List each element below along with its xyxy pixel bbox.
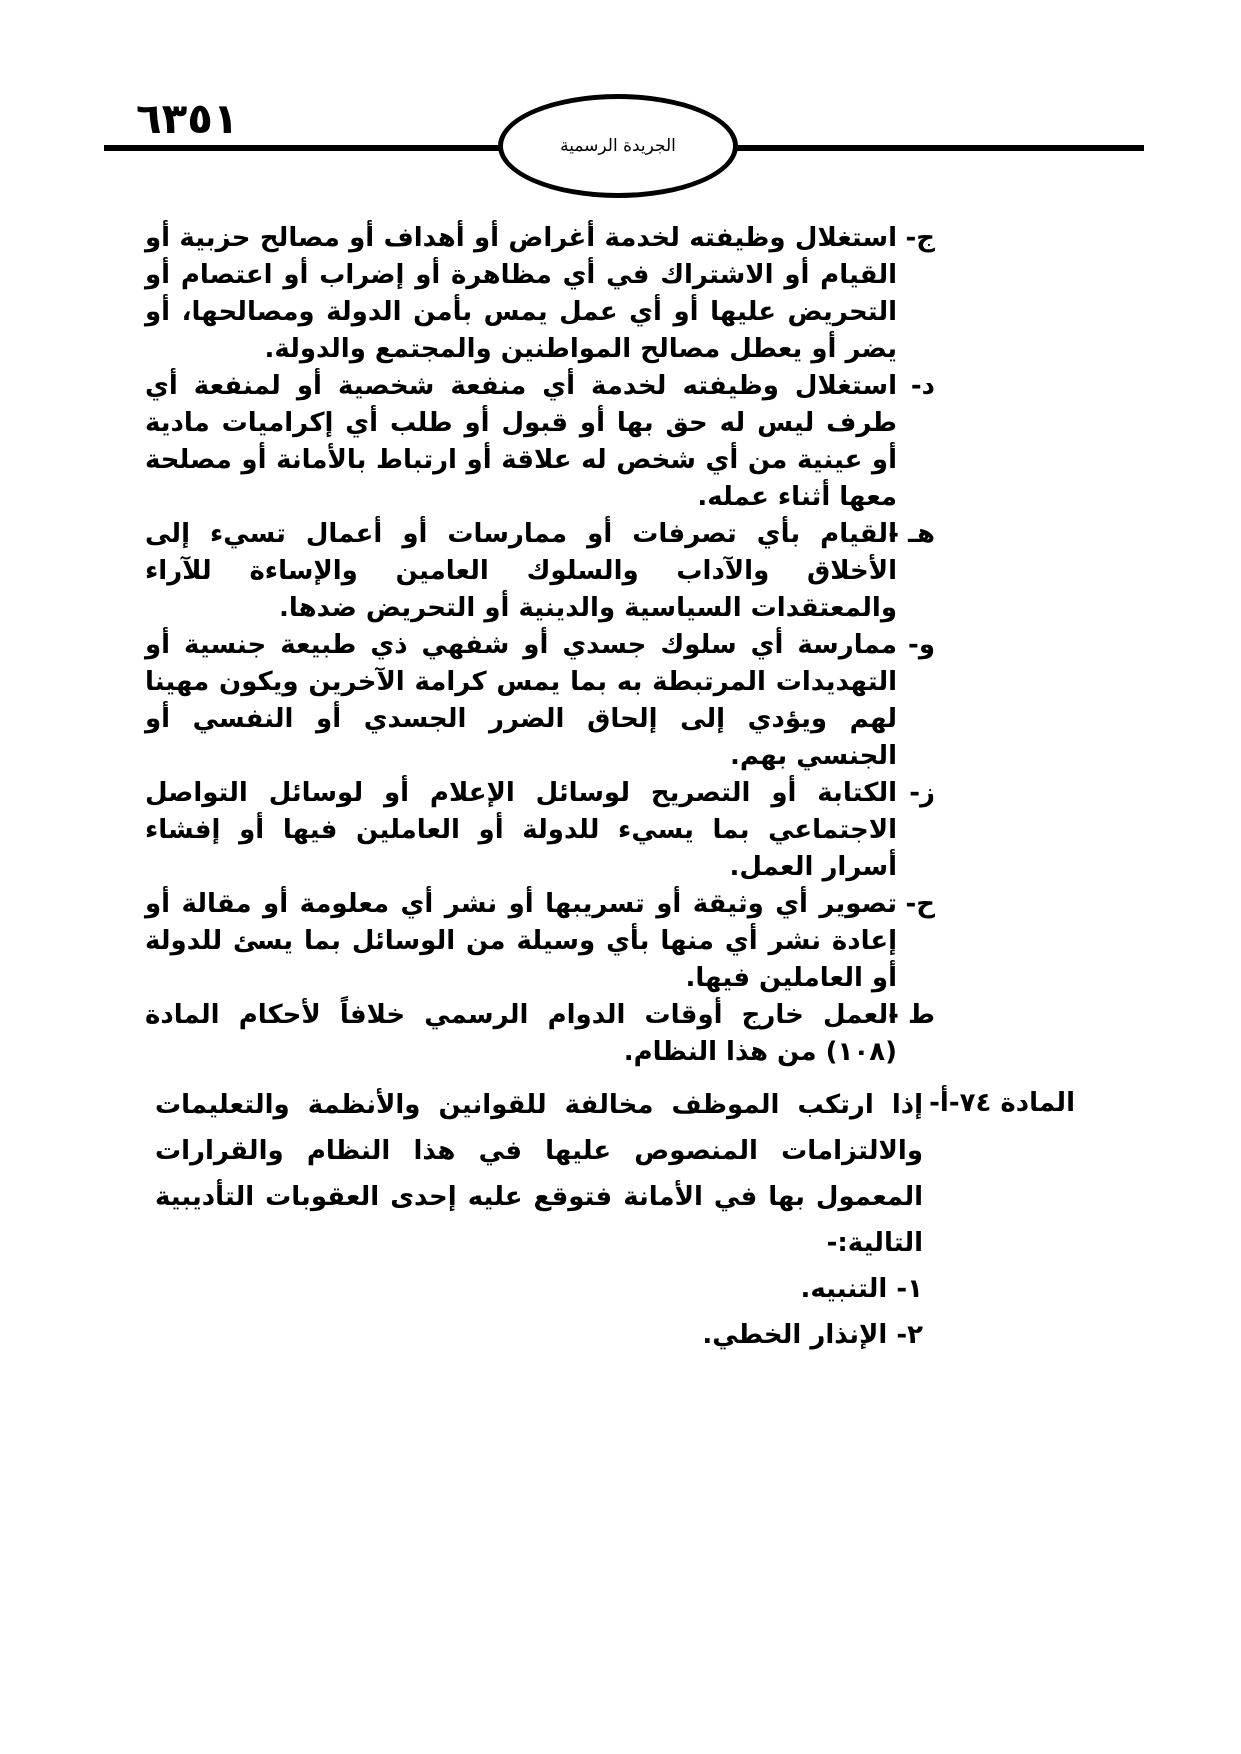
clause-label: د- xyxy=(910,371,935,401)
clause-label: هـ - xyxy=(888,519,935,549)
clause-item xyxy=(145,997,935,1071)
clause-text: العمل خارج أوقات الدوام الرسمي خلافاً لأحكام المادة (١٠٨) من هذا النظام. xyxy=(145,1000,897,1067)
clause-list xyxy=(145,220,935,1071)
page-number: ٦٣٥١ xyxy=(136,94,239,143)
article-text: إذا ارتكب الموظف مخالفة للقوانين والأنظمة والتعليمات والالتزامات المنصوص عليها في هذا النظام والقرارات المعمول بها في الأمانة فتوقع عليه إحدى العقوبات التأديبية التالية:- xyxy=(155,1090,923,1258)
clause-label: ج- xyxy=(905,223,935,253)
clause-label: ز- xyxy=(909,778,935,808)
article-body xyxy=(155,1082,923,1358)
clause-label: ح- xyxy=(905,889,935,919)
clause-item xyxy=(145,220,935,368)
clause-item xyxy=(145,516,935,627)
article-label: المادة ٧٤-أ- xyxy=(929,1088,1075,1118)
clause-item xyxy=(145,627,935,775)
clause-label: ط - xyxy=(888,1000,935,1030)
clause-text: الكتابة أو التصريح لوسائل الإعلام أو لوسائل التواصل الاجتماعي بما يسيء للدولة أو العاملين فيها أو إفشاء أسرار العمل. xyxy=(145,778,897,882)
gazette-title: الجريدة الرسمية xyxy=(560,136,676,156)
clause-text: استغلال وظيفته لخدمة أي منفعة شخصية أو لمنفعة أي طرف ليس له حق بها أو قبول أو طلب أي إكراميات مادية أو عينية من أي شخص له علاقة أو ارتباط بالأمانة أو مصلحة معها أثناء عمله. xyxy=(145,371,897,512)
article-74 xyxy=(155,1082,1075,1358)
gazette-title-oval xyxy=(498,94,738,198)
clause-label: و- xyxy=(908,630,935,660)
penalty-item: ١- التنبيه. xyxy=(800,1274,923,1304)
clause-text: تصوير أي وثيقة أو تسريبها أو نشر أي معلومة أو مقالة أو إعادة نشر أي منها بأي وسيلة من الوسائل بما يسئ للدولة أو العاملين فيها. xyxy=(145,889,897,993)
clause-text: ممارسة أي سلوك جسدي أو شفهي ذي طبيعة جنسية أو التهديدات المرتبطة به بما يمس كرامة الآخرين ويكون مهينا لهم ويؤدي إلى إلحاق الضرر الجسدي أو النفسي أو الجنسي بهم. xyxy=(145,630,897,771)
penalty-item: ٢- الإنذار الخطي. xyxy=(702,1320,923,1350)
clause-text: القيام بأي تصرفات أو ممارسات أو أعمال تسيء إلى الأخلاق والآداب والسلوك العامين والإساءة للآراء والمعتقدات السياسية والدينية أو التحريض ضدها. xyxy=(145,519,897,623)
clause-item xyxy=(145,775,935,886)
clause-text: استغلال وظيفته لخدمة أغراض أو أهداف أو مصالح حزبية أو القيام أو الاشتراك في أي مظاهرة أو إضراب أو اعتصام أو التحريض عليها أو أي عمل يمس بأمن الدولة ومصالحها، أو يضر أو يعطل مصالح المواطنين والمجتمع والدولة. xyxy=(145,223,897,364)
clause-item xyxy=(145,886,935,997)
clause-item xyxy=(145,368,935,516)
